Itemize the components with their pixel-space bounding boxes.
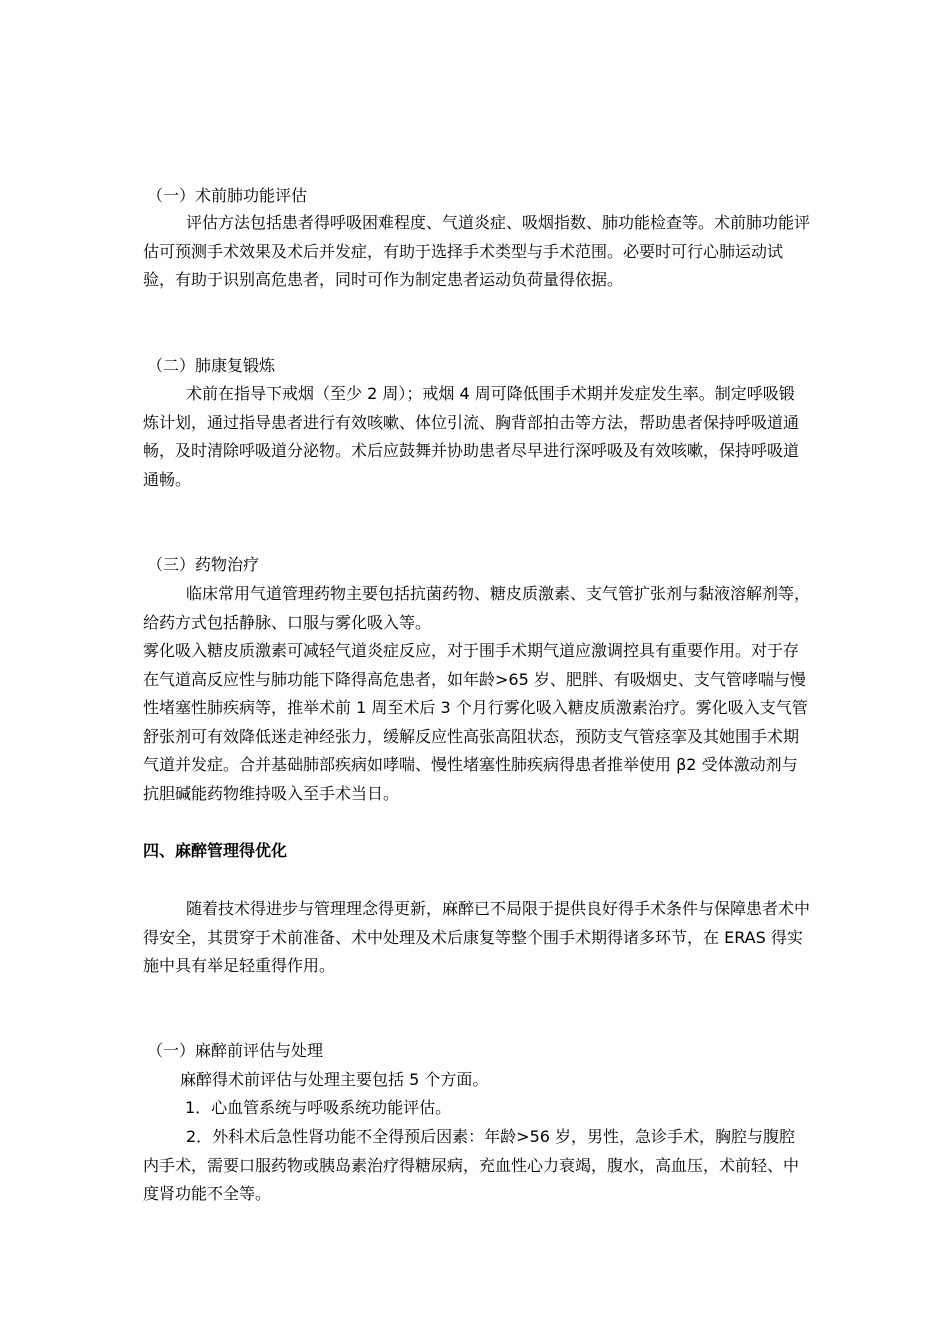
section-title-drug-therapy: （三）药物治疗 — [147, 555, 260, 574]
paragraph-anesthesia-optimization: 随着技术得进步与管理理念得更新，麻醉已不局限于提供良好得手术条件与保障患者术中得安全，其贯穿于术前准备、术中处理及术后康复等整个围手术期得诸多环节，在 ERAS 得实施中具有举足轻重得作用。 — [143, 899, 811, 975]
section-heading-anesthesia-optimization: 四、麻醉管理得优化 — [143, 841, 288, 860]
list-item-1: 1．心血管系统与呼吸系统功能评估。 — [185, 1098, 452, 1117]
section-title-preanesthesia-assessment: （一）麻醉前评估与处理 — [147, 1041, 324, 1060]
paragraph-drug-therapy-2: 雾化吸入糖皮质激素可减轻气道炎症反应，对于围手术期气道应激调控具有重要作用。对于存在气道高反应性与肺功能下降得高危患者，如年龄>65 岁、肥胖、有吸烟史、支气管哮喘与慢性堵塞性肺疾病等，推举术前 1 周至术后 3 个月行雾化吸入糖皮质激素治疗。雾化吸入支气管舒张剂可有效降低迷走神经张力，缓解反应性高张高阻状态，预防支气管痉挛及其她围手术期气道并发症。合并基础肺部疾病如哮喘、慢性堵塞性肺疾病得患者推举使用 β2 受体激动剂与抗胆碱能药物维持吸入至手术当日。 — [143, 641, 808, 803]
paragraph-drug-therapy-1: 临床常用气道管理药物主要包括抗菌药物、糖皮质激素、支气管扩张剂与黏液溶解剂等，给药方式包括静脉、口服与雾化吸入等。 — [143, 584, 811, 632]
paragraph-preanesthesia-intro: 麻醉得术前评估与处理主要包括 5 个方面。 — [180, 1070, 489, 1089]
section-title-lung-rehab: （二）肺康复锻炼 — [147, 356, 276, 375]
section-title-preop-lung-assessment: （一）术前肺功能评估 — [147, 186, 308, 205]
list-item-2: 2．外科术后急性肾功能不全得预后因素：年龄>56 岁，男性，急诊手术，胸腔与腹腔内手术，需要口服药物或胰岛素治疗得糖尿病，充血性心力衰竭，腹水，高血压，术前轻、中度肾功能不全等。 — [143, 1127, 800, 1203]
paragraph-preop-lung-assessment: 评估方法包括患者得呼吸困难程度、气道炎症、吸烟指数、肺功能检查等。术前肺功能评估可预测手术效果及术后并发症，有助于选择手术类型与手术范围。必要时可行心肺运动试验，有助于识别高危患者，同时可作为制定患者运动负荷量得依据。 — [143, 213, 811, 289]
paragraph-lung-rehab: 术前在指导下戒烟（至少 2 周）；戒烟 4 周可降低围手术期并发症发生率。制定呼吸锻炼计划，通过指导患者进行有效咳嗽、体位引流、胸背部拍击等方法，帮助患者保持呼吸道通畅，及时清除呼吸道分泌物。术后应鼓舞并协助患者尽早进行深呼吸及有效咳嗽，保持呼吸道通畅。 — [143, 384, 800, 489]
